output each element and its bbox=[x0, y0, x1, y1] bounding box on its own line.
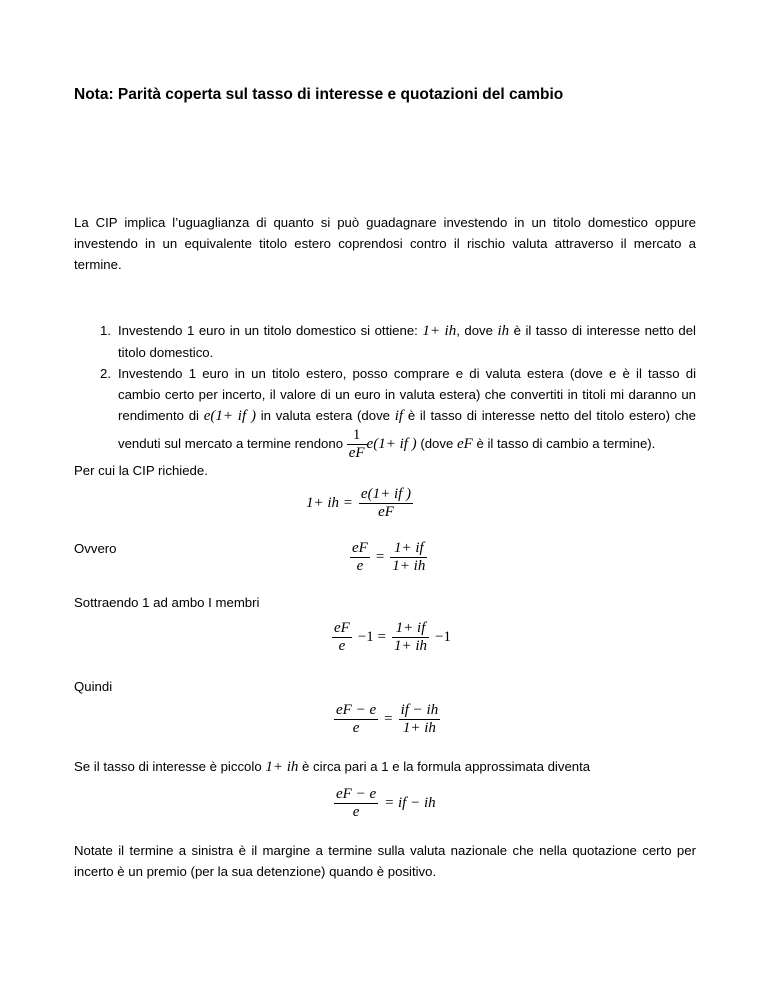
list-item bbox=[74, 320, 696, 363]
paragraph-text: è circa pari a 1 e la formula approssimata diventa bbox=[302, 759, 591, 774]
math-fraction: $\frac{eF - e}{e}$ bbox=[336, 786, 377, 820]
equation-lhs: 1+ ih = bbox=[306, 495, 353, 511]
numbered-list bbox=[74, 320, 696, 462]
math-fraction: $\frac{1}{eF}$ bbox=[348, 427, 365, 461]
math-inline: e(1+ if ) bbox=[203, 408, 256, 424]
item-text: è il tasso di interesse netto del titolo domestico. bbox=[118, 323, 696, 360]
item-text: Investendo 1 euro in un titolo estero, posso comprare e di valuta estera (dove e è il tasso di cambio certo per incerto, il valore di un euro in valuta estera) che convertiti in titoli mi daranno un rendimento di bbox=[118, 366, 696, 423]
math-inline: if bbox=[394, 408, 404, 424]
equals-sign: = bbox=[375, 549, 385, 565]
item-text: (dove bbox=[420, 435, 454, 451]
equation-middle: −1 = bbox=[357, 629, 386, 645]
math-inline: 1+ ih bbox=[265, 759, 299, 775]
paragraph-text: Se il tasso di interesse è piccolo bbox=[74, 759, 262, 774]
cip-paragraph: Per cui la CIP richiede. bbox=[74, 463, 208, 478]
equation-subtract bbox=[332, 620, 451, 655]
math-inline: e(1+ if ) bbox=[366, 435, 417, 452]
piccolo-paragraph bbox=[74, 756, 696, 778]
equation-tail: −1 bbox=[435, 629, 452, 645]
equation-margin bbox=[334, 702, 440, 737]
math-fraction: $\frac{e(1+ if )}{eF}$ bbox=[360, 486, 412, 520]
math-fraction: $\frac{eF - e}{e}$ bbox=[336, 702, 377, 736]
math-fraction: $\frac{1+ if}{1+ ih}$ bbox=[394, 620, 428, 654]
math-fraction: $\frac{if - ih}{1+ ih}$ bbox=[400, 702, 439, 736]
equals-sign: = bbox=[384, 711, 393, 727]
equation-approx bbox=[334, 786, 436, 821]
math-fraction: $\frac{1+ if}{1+ ih}$ bbox=[392, 540, 426, 574]
item-number: 2. bbox=[100, 366, 111, 381]
math-inline: ih bbox=[497, 323, 510, 339]
math-fraction: $\frac{eF}{e}$ bbox=[334, 620, 350, 654]
page-title: Nota: Parità coperta sul tasso di interesse e quotazioni del cambio bbox=[74, 86, 564, 103]
item-text: Investendo 1 euro in un titolo domestico si ottiene: bbox=[118, 323, 418, 338]
item-text: è il tasso di cambio a termine). bbox=[476, 435, 656, 451]
equation-ratio bbox=[350, 540, 427, 575]
math-inline: eF bbox=[457, 435, 473, 452]
list-item bbox=[74, 363, 696, 462]
item-number: 1. bbox=[100, 323, 111, 338]
notate-paragraph: Notate il termine a sinistra è il margine a termine sulla valuta nazionale che nella quotazione certo per incerto è un premio (per la sua detenzione) quando è positivo. bbox=[74, 843, 696, 879]
math-fraction: $\frac{eF}{e}$ bbox=[352, 540, 368, 574]
intro-paragraph: La CIP implica l’uguaglianza di quanto si può guadagnare investendo in un titolo domestico oppure investendo in un equivalente titolo estero coprendosi contro il rischio valuta attraverso il mercato a termine. bbox=[74, 215, 696, 272]
item-text: in valuta estera (dove bbox=[260, 408, 390, 423]
equation-rhs: = if − ih bbox=[384, 795, 436, 811]
sottraendo-paragraph: Sottraendo 1 ad ambo I membri bbox=[74, 595, 260, 610]
equation-cip bbox=[306, 486, 413, 521]
ovvero-paragraph: Ovvero bbox=[74, 541, 117, 556]
quindi-paragraph: Quindi bbox=[74, 679, 113, 694]
item-text: , dove bbox=[456, 323, 493, 338]
math-inline: 1+ ih bbox=[422, 323, 457, 339]
item-text: è il tasso di interesse netto del titolo estero) che venduti sul mercato a termine rendono bbox=[118, 408, 696, 451]
